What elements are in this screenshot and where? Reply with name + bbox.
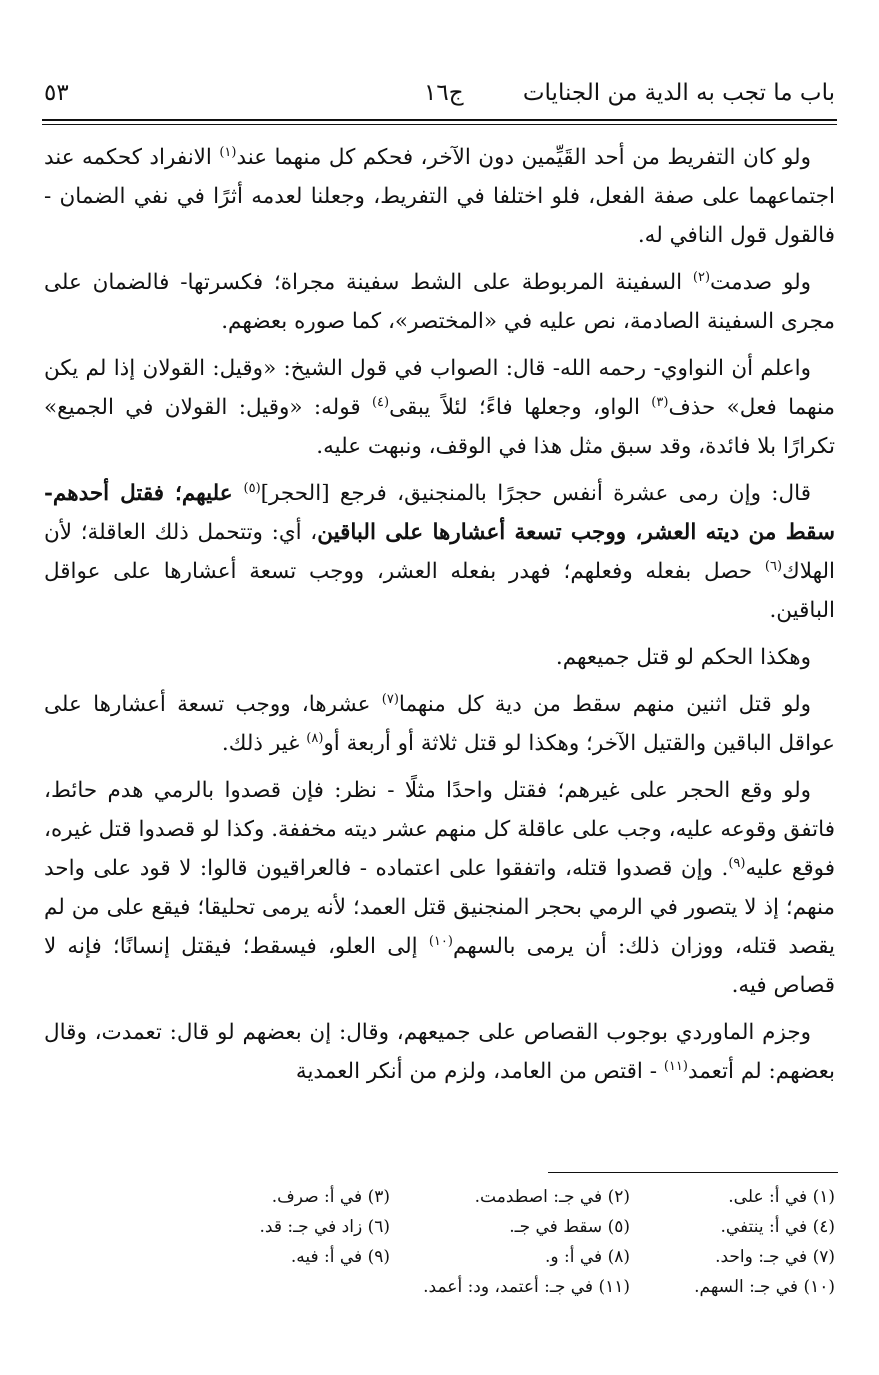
paragraph xyxy=(44,638,835,677)
footnote: (١) في أ: على. xyxy=(728,1187,835,1207)
footnote-row xyxy=(150,1242,835,1272)
paragraph xyxy=(44,685,835,763)
text-run: عشرها، ووجب تسعة أعشارها على عواقل الباقين والقتيل الآخر؛ وهكذا لو قتل ثلاثة أو أربعة أو xyxy=(44,692,835,756)
text-run: واعلم أن النواوي- رحمه الله- قال: الصواب في قول الشيخ: «وقيل: القولان إذا لم يكن منهما فعل» حذف xyxy=(44,356,835,420)
body-text xyxy=(44,138,835,1099)
text-run: وهكذا الحكم لو قتل جميعهم. xyxy=(555,645,811,670)
footnote: (٩) في أ: فيه. xyxy=(290,1247,390,1267)
footnote: (٨) في أ: و. xyxy=(545,1247,630,1267)
footnote-marker: (١٠) xyxy=(428,933,453,949)
footnote: (٣) في أ: صرف. xyxy=(271,1187,390,1207)
running-header xyxy=(44,80,835,116)
text-run: ولو قتل اثنين منهم سقط من دية كل منهما xyxy=(398,692,811,717)
header-rule xyxy=(42,119,837,121)
footnotes xyxy=(150,1182,835,1302)
footnote-row xyxy=(150,1272,835,1302)
footnote: (١١) في جـ: أعتمد، ود: أعمد. xyxy=(423,1277,630,1297)
text-run: إلى العلو، فيسقط؛ فيقتل إنسانًا؛ فإنه لا قصاص فيه. xyxy=(44,934,835,998)
footnote-marker: (٢) xyxy=(692,269,711,285)
paragraph xyxy=(44,138,835,255)
bold-text: عليهم؛ فقتل أحدهم- سقط من ديته العشر، ووجب تسعة أعشارها على الباقين xyxy=(44,481,835,545)
footnote: (٤) في أ: ينتفي. xyxy=(720,1217,835,1237)
footnote-marker: (٤) xyxy=(371,394,390,410)
paragraph xyxy=(44,474,835,630)
footnote-marker: (٧) xyxy=(381,691,399,707)
footnote-row xyxy=(150,1182,835,1212)
footnote: (٧) في جـ: واحد. xyxy=(715,1247,835,1267)
footnote-marker: (٦) xyxy=(764,558,783,574)
text-run: حصل بفعله وفعلهم؛ فهدر بفعله العشر، ووجب تسعة أعشارها على عواقل الباقين. xyxy=(44,559,835,623)
text-run: الواو، وجعلها فاءً؛ لئلاً يبقى xyxy=(389,395,652,420)
footnote-marker: (٨) xyxy=(306,730,324,746)
footnote-marker: (١١) xyxy=(663,1058,688,1074)
text-run: وجزم الماوردي بوجوب القصاص على جميعهم، وقال: إن بعضهم لو قال: تعمدت، وقال بعضهم: لم أتعمد xyxy=(44,1020,835,1084)
volume-label: ج١٦ xyxy=(424,80,464,106)
paragraph xyxy=(44,263,835,341)
footnote: (٢) في جـ: اصطدمت. xyxy=(474,1187,630,1207)
footnote xyxy=(200,1272,390,1302)
text-run: ، أي: وتتحمل ذلك العاقلة؛ لأن الهلاك xyxy=(44,520,835,584)
footnote-marker: (١) xyxy=(219,144,237,160)
footnote-marker: (٩) xyxy=(728,855,746,871)
footnote-row xyxy=(150,1212,835,1242)
text-run: السفينة المربوطة على الشط سفينة مجراة؛ فكسرتها- فالضمان على مجرى السفينة الصادمة، نص عليه في «المختصر»، كما صوره بعضهم. xyxy=(44,270,835,334)
footnote-marker: (٥) xyxy=(243,480,261,496)
text-run: ولو صدمت xyxy=(710,270,812,295)
paragraph xyxy=(44,771,835,1005)
chapter-title: باب ما تجب به الدية من الجنايات xyxy=(522,80,835,106)
footnote: (١٠) في جـ: السهم. xyxy=(694,1277,835,1297)
text-run: غير ذلك. xyxy=(221,731,307,756)
footnote-marker: (٣) xyxy=(651,394,669,410)
text-run: ولو كان التفريط من أحد القَيِّمين دون الآخر، فحكم كل منهما عند xyxy=(236,145,811,170)
header-rule-thin xyxy=(42,124,837,125)
text-run: الانفراد كحكمه عند اجتماعهما على صفة الفعل، فلو اختلفا في التفريط، وجعلنا لعدمه أثرًا في نفي الضمان - فالقول قول النافي له. xyxy=(44,145,835,248)
text-run: قوله: «وقيل: القولان في الجميع» تكرارًا بلا فائدة، وقد سبق مثل هذا في الوقف، ونبهت عليه. xyxy=(44,395,835,459)
footnote: (٥) سقط في جـ. xyxy=(509,1217,630,1237)
text-run: - اقتص من العامد، ولزم من أنكر العمدية xyxy=(295,1059,664,1084)
text-run: ولو وقع الحجر على غيرهم؛ فقتل واحدًا مثلًا - نظر: فإن قصدوا بالرمي هدم حائط، فاتفق وقوعه عليه، وجب على عاقلة كل منهم عشر ديته مخففة. وكذا لو قصدوا قتل غيره، فوقع عليه xyxy=(44,778,835,881)
paragraph xyxy=(44,349,835,466)
footnote: (٦) زاد في جـ: قد. xyxy=(259,1217,390,1237)
page-number: ٥٣ xyxy=(44,80,69,106)
text-run: قال: وإن رمى عشرة أنفس حجرًا بالمنجنيق، فرجع [الحجر] xyxy=(260,481,811,506)
text-run: . وإن قصدوا قتله، واتفقوا على اعتماده - فالعراقيون قالوا: لا قود على واحد منهم؛ إذ لا يتصور في الرمي بحجر المنجنيق قتل العمد؛ لأنه يرمى تحليقا؛ فيقع على من لم يقصد قتله، ووزان ذلك: أن يرمى بالسهم xyxy=(44,856,836,959)
footnote-separator xyxy=(548,1172,838,1173)
paragraph xyxy=(44,1013,835,1091)
